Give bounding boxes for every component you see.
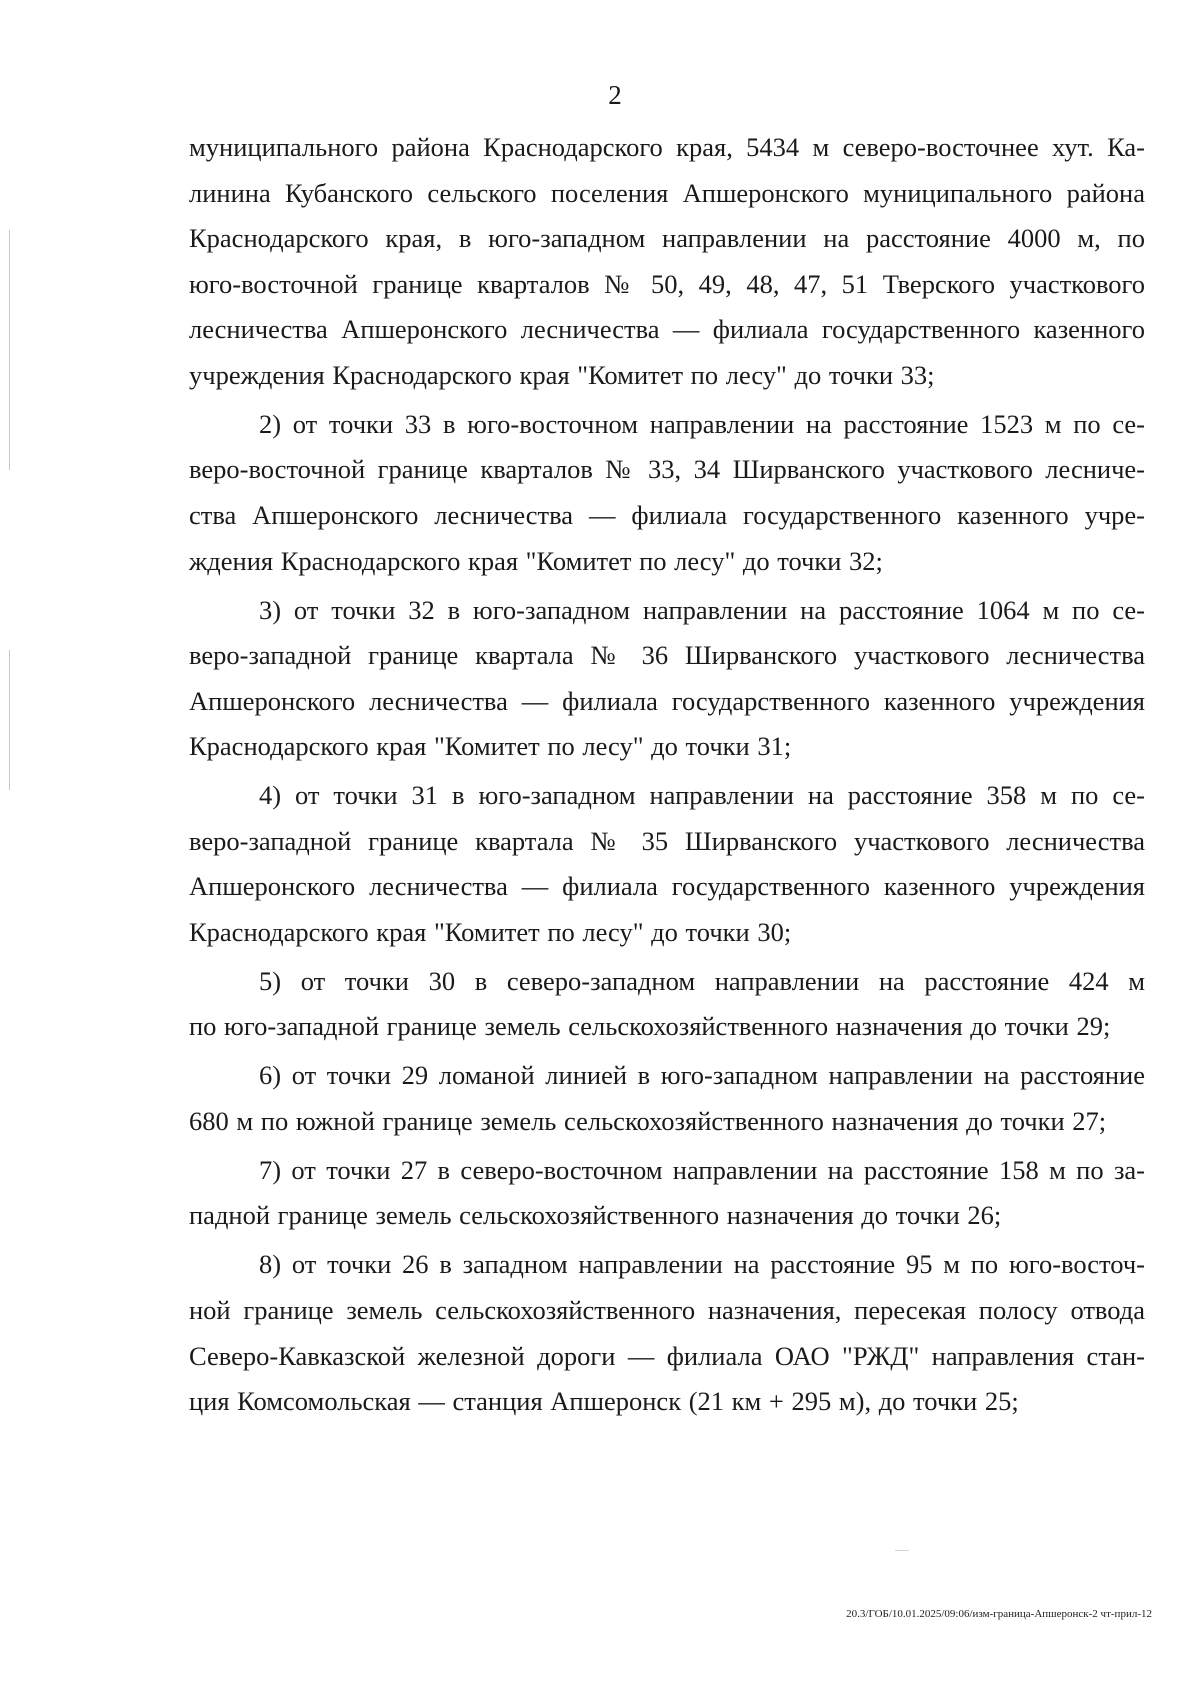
text-line: падной границе земель сельскохозяйственного назначения до точки 26; bbox=[189, 1200, 1002, 1231]
paragraph-item-6 bbox=[189, 1053, 1145, 1144]
text-line: Краснодарского края, в юго-западном направлении на расстояние 4000 м, по bbox=[189, 223, 1145, 254]
text-line: 6) от точки 29 ломаной линией в юго-западном направлении на расстояние bbox=[259, 1060, 1145, 1091]
text-line: Краснодарского края "Комитет по лесу" до точки 30; bbox=[189, 916, 792, 947]
text-line: 2) от точки 33 в юго-восточном направлении на расстояние 1523 м по се- bbox=[259, 408, 1145, 439]
text-line: муниципального района Краснодарского края, 5434 м северо-восточнее хут. Ка- bbox=[189, 132, 1145, 162]
page-number: 2 bbox=[608, 80, 622, 110]
binding-mark bbox=[9, 230, 10, 470]
paragraph-item-7 bbox=[189, 1148, 1145, 1239]
text-line: по юго-западной границе земель сельскохозяйственного назначения до точки 29; bbox=[189, 1011, 1111, 1042]
text-line: линина Кубанского сельского поселения Апшеронского муниципального района bbox=[189, 177, 1145, 208]
text-line: ждения Краснодарского края "Комитет по лесу" до точки 32; bbox=[189, 545, 883, 576]
text-line: учреждения Краснодарского края "Комитет по лесу" до точки 33; bbox=[189, 359, 935, 390]
text-line: Краснодарского края "Комитет по лесу" до точки 31; bbox=[189, 731, 792, 762]
text-line: 3) от точки 32 в юго-западном направлении на расстояние 1064 м по се- bbox=[259, 594, 1145, 625]
scan-mark bbox=[895, 1550, 909, 1551]
text-line: лесничества Апшеронского лесничества — филиала государственного казенного bbox=[189, 314, 1145, 345]
text-line: 7) от точки 27 в северо-восточном направлении на расстояние 158 м по за- bbox=[259, 1154, 1145, 1185]
paragraph-item-5 bbox=[189, 959, 1145, 1050]
paragraph-item-2 bbox=[189, 402, 1145, 584]
document-body bbox=[189, 125, 1145, 1425]
text-line: Северо-Кавказской железной дороги — филиала ОАО "РЖД" направления стан- bbox=[189, 1340, 1145, 1371]
paragraph-continuation bbox=[189, 125, 1145, 399]
text-line: ция Комсомольская — станция Апшеронск (21 км + 295 м), до точки 25; bbox=[189, 1386, 1019, 1417]
document-footer-id: 20.3/ГОБ/10.01.2025/09:06/изм-граница-Апшеронск-2 чт-прил-12 bbox=[846, 1608, 1152, 1620]
paragraph-item-3 bbox=[189, 588, 1145, 770]
text-line: ства Апшеронского лесничества — филиала государственного казенного учре- bbox=[189, 500, 1145, 531]
text-line: 4) от точки 31 в юго-западном направлении на расстояние 358 м по се- bbox=[259, 780, 1145, 811]
paragraph-item-4 bbox=[189, 773, 1145, 955]
text-line: 680 м по южной границе земель сельскохозяйственного назначения до точки 27; bbox=[189, 1105, 1107, 1136]
text-line: 8) от точки 26 в западном направлении на расстояние 95 м по юго-восточ- bbox=[259, 1249, 1145, 1280]
text-line: юго-восточной границе кварталов № 50, 49, 48, 47, 51 Тверского участкового bbox=[189, 268, 1145, 299]
paragraph-item-8 bbox=[189, 1242, 1145, 1424]
binding-mark bbox=[9, 650, 10, 790]
text-line: 5) от точки 30 в северо-западном направлении на расстояние 424 м bbox=[259, 965, 1145, 996]
text-line: веро-западной границе квартала № 36 Ширванского участкового лесничества bbox=[189, 640, 1145, 671]
text-line: Апшеронского лесничества — филиала государственного казенного учреждения bbox=[189, 685, 1145, 716]
text-line: Апшеронского лесничества — филиала государственного казенного учреждения bbox=[189, 871, 1145, 902]
text-line: веро-западной границе квартала № 35 Ширванского участкового лесничества bbox=[189, 825, 1145, 856]
text-line: ной границе земель сельскохозяйственного назначения, пересекая полосу отвода bbox=[189, 1294, 1145, 1325]
text-line: веро-восточной границе кварталов № 33, 34 Ширванского участкового лесниче- bbox=[189, 454, 1145, 485]
